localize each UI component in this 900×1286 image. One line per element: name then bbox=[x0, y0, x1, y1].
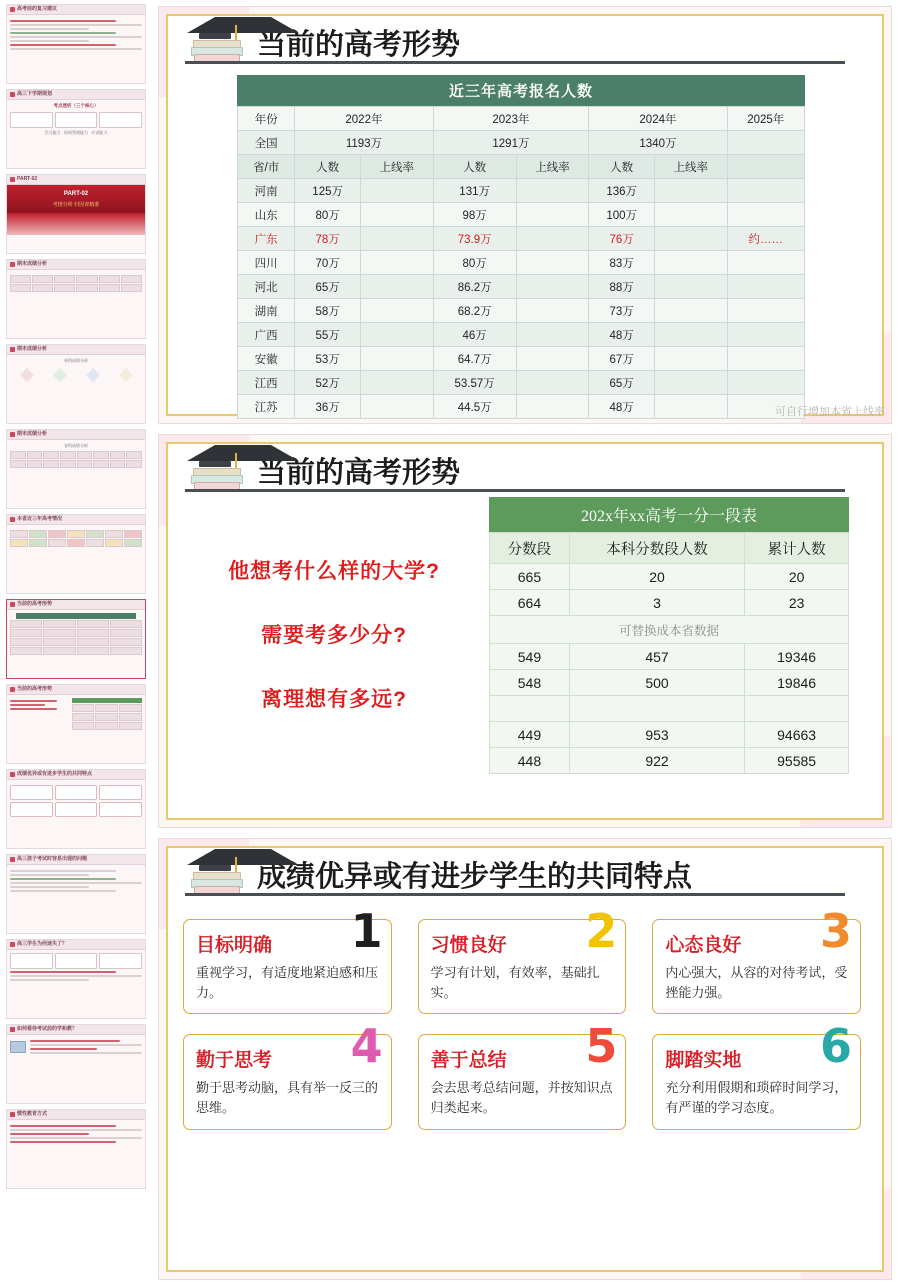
cell: 53万 bbox=[295, 347, 361, 371]
thumbnail-slide-1[interactable] bbox=[6, 4, 146, 84]
thumbnail-title: 高三下学期规划 bbox=[7, 90, 145, 100]
cell bbox=[727, 155, 804, 179]
cell: 448 bbox=[490, 748, 570, 774]
thumbnail-title: 如何看待考试前的学和教？ bbox=[7, 1025, 145, 1035]
table-row bbox=[238, 179, 805, 203]
card-heading: 脚踏实地 bbox=[665, 1050, 742, 1072]
cell: 广东 bbox=[238, 227, 295, 251]
cell bbox=[727, 131, 804, 155]
card-text: 内心强大，从容的对待考试，受挫能力强。 bbox=[665, 965, 848, 1001]
thumbnail-caption: 学习能力 时间管理能力 应试能力 bbox=[44, 129, 108, 135]
cell: 人数 bbox=[589, 155, 655, 179]
slide-score-segment-table[interactable] bbox=[158, 434, 892, 828]
cell: 131万 bbox=[433, 179, 516, 203]
thumbnail-slide-4[interactable] bbox=[6, 259, 146, 339]
cell: 上线率 bbox=[360, 155, 433, 179]
card-text: 充分利用假期和琐碎时间学习，有严谨的学习态度。 bbox=[665, 1080, 848, 1116]
thumbnail-slide-8[interactable] bbox=[6, 599, 146, 679]
table-row bbox=[490, 748, 849, 774]
thumbnail-body: 考点透析（三个核心） 学习能力 时间管理能力 应试能力 bbox=[7, 100, 145, 139]
thumbnail-title: 高三孩子考试时容易出现的问题 bbox=[7, 855, 145, 865]
thumbnail-title: 期末成绩分析 bbox=[7, 260, 145, 270]
cell: 549 bbox=[490, 644, 570, 670]
question-3: 离理想有多远? bbox=[261, 688, 407, 711]
table-caption: 近三年高考报名人数 bbox=[237, 75, 805, 106]
cell: 86.2万 bbox=[433, 275, 516, 299]
title-underline bbox=[185, 893, 845, 896]
cell bbox=[516, 371, 589, 395]
card-number: 3 bbox=[819, 904, 852, 958]
thumbnail-slide-14[interactable] bbox=[6, 1109, 146, 1189]
cell: 年份 bbox=[238, 107, 295, 131]
cell: 省/市 bbox=[238, 155, 295, 179]
cell: 1193万 bbox=[295, 131, 433, 155]
cell: 安徽 bbox=[238, 347, 295, 371]
cell bbox=[516, 203, 589, 227]
column-header: 本科分数段人数 bbox=[569, 533, 744, 564]
card-number: 4 bbox=[350, 1019, 383, 1074]
cell bbox=[516, 347, 589, 371]
thumbnail-title: 当前的高考形势 bbox=[7, 600, 145, 610]
card-number: 5 bbox=[585, 1019, 618, 1074]
slide-header bbox=[185, 847, 692, 893]
cell bbox=[569, 696, 744, 722]
cell bbox=[727, 251, 804, 275]
cell: 广西 bbox=[238, 323, 295, 347]
cell bbox=[654, 395, 727, 419]
thumbnail-slide-10[interactable] bbox=[6, 769, 146, 849]
cell: 548 bbox=[490, 670, 570, 696]
cell: 65万 bbox=[295, 275, 361, 299]
cell bbox=[360, 179, 433, 203]
thumbnail-body bbox=[7, 950, 145, 986]
trait-card bbox=[652, 1019, 861, 1129]
cell: 2025年 bbox=[727, 107, 804, 131]
cell: 80万 bbox=[433, 251, 516, 275]
cell bbox=[516, 323, 589, 347]
cell: 36万 bbox=[295, 395, 361, 419]
cell: 3 bbox=[569, 590, 744, 616]
cell bbox=[360, 371, 433, 395]
cell: 65万 bbox=[589, 371, 655, 395]
card-number: 1 bbox=[350, 904, 383, 958]
table-row bbox=[490, 590, 849, 616]
slide-student-traits[interactable] bbox=[158, 838, 892, 1280]
trait-card bbox=[183, 1019, 392, 1129]
thumbnail-slide-5[interactable] bbox=[6, 344, 146, 424]
cell: 全国 bbox=[238, 131, 295, 155]
cell bbox=[654, 227, 727, 251]
thumbnail-slide-3[interactable] bbox=[6, 174, 146, 254]
table-row bbox=[490, 644, 849, 670]
registration-table-wrapper bbox=[237, 75, 805, 419]
thumbnail-title: 期末成绩分析 bbox=[7, 345, 145, 355]
cell bbox=[654, 203, 727, 227]
cell bbox=[727, 323, 804, 347]
table-row bbox=[238, 323, 805, 347]
slide-title: 当前的高考形势 bbox=[257, 27, 461, 61]
table-row bbox=[238, 371, 805, 395]
card-heading: 勤于思考 bbox=[196, 1050, 273, 1072]
slide-title: 成绩优异或有进步学生的共同特点 bbox=[257, 859, 693, 893]
thumbnail-body bbox=[7, 1035, 145, 1059]
card-text: 学习有计划，有效率，基础扎实。 bbox=[430, 965, 600, 1001]
cell: 河北 bbox=[238, 275, 295, 299]
cell bbox=[745, 696, 849, 722]
trait-card bbox=[652, 904, 861, 1014]
thumbnail-slide-7[interactable] bbox=[6, 514, 146, 594]
cell: 664 bbox=[490, 590, 570, 616]
cell bbox=[360, 227, 433, 251]
cell bbox=[360, 275, 433, 299]
table-row bbox=[238, 275, 805, 299]
thumbnail-body bbox=[7, 780, 145, 820]
table-row-note bbox=[490, 616, 849, 644]
cell: 20 bbox=[569, 564, 744, 590]
slide-title: 当前的高考形势 bbox=[257, 455, 461, 489]
cell bbox=[727, 203, 804, 227]
cell: 78万 bbox=[295, 227, 361, 251]
cell bbox=[654, 323, 727, 347]
cell: 94663 bbox=[745, 722, 849, 748]
thumbnail-body bbox=[7, 525, 145, 550]
cell: 上线率 bbox=[516, 155, 589, 179]
cell: 88万 bbox=[589, 275, 655, 299]
table-row bbox=[238, 299, 805, 323]
cell: 73.9万 bbox=[433, 227, 516, 251]
table-row bbox=[238, 203, 805, 227]
cell: 953 bbox=[569, 722, 744, 748]
cell: 48万 bbox=[589, 395, 655, 419]
table-row bbox=[238, 347, 805, 371]
cell: 500 bbox=[569, 670, 744, 696]
slide-header bbox=[185, 15, 460, 61]
cell bbox=[360, 251, 433, 275]
cell bbox=[654, 371, 727, 395]
thumbnail-title: PART-02 bbox=[7, 175, 145, 185]
thumbnail-title: 惯性教育方式 bbox=[7, 1110, 145, 1120]
cell: 95585 bbox=[745, 748, 849, 774]
thumbnail-slide-13[interactable] bbox=[6, 1024, 146, 1104]
cell: 约…… bbox=[727, 227, 804, 251]
thumbnail-slide-6[interactable] bbox=[6, 429, 146, 509]
table-row bbox=[238, 395, 805, 419]
table-row bbox=[238, 155, 805, 179]
trait-card-grid bbox=[183, 904, 861, 1130]
cell: 53.57万 bbox=[433, 371, 516, 395]
cell: 46万 bbox=[433, 323, 516, 347]
cell: 1291万 bbox=[433, 131, 589, 155]
cell: 河南 bbox=[238, 179, 295, 203]
cell bbox=[516, 227, 589, 251]
graduation-cap-books-icon bbox=[185, 15, 247, 61]
cell: 2024年 bbox=[589, 107, 727, 131]
thumbnail-body bbox=[7, 15, 145, 55]
thumbnail-body bbox=[7, 610, 145, 658]
card-heading: 善于总结 bbox=[430, 1050, 507, 1072]
cell: 73万 bbox=[589, 299, 655, 323]
cell: 23 bbox=[745, 590, 849, 616]
slide-editor-area bbox=[150, 0, 900, 1286]
score-segment-table-wrapper bbox=[489, 497, 849, 774]
cell: 922 bbox=[569, 748, 744, 774]
thumbnail-slide-2[interactable] bbox=[6, 89, 146, 169]
slide-note: 可自行增加本省上线率 bbox=[775, 406, 885, 418]
thumbnail-title: 高三学生为何迷失了？ bbox=[7, 940, 145, 950]
thumbnail-title: 高考前的复习建议 bbox=[7, 5, 145, 15]
cell bbox=[654, 251, 727, 275]
cell bbox=[727, 371, 804, 395]
table-caption: 202x年xx高考一分一段表 bbox=[489, 497, 849, 532]
table-row bbox=[490, 670, 849, 696]
cell bbox=[360, 395, 433, 419]
card-text: 会去思考总结问题，并按知识点归类起来。 bbox=[430, 1080, 613, 1116]
cell: 江西 bbox=[238, 371, 295, 395]
cell: 80万 bbox=[295, 203, 361, 227]
slide-current-gaokao-situation-table[interactable] bbox=[158, 6, 892, 424]
column-header: 累计人数 bbox=[745, 533, 849, 564]
cell bbox=[516, 251, 589, 275]
trait-card bbox=[183, 904, 392, 1014]
cell bbox=[654, 275, 727, 299]
cell: 64.7万 bbox=[433, 347, 516, 371]
cell: 19346 bbox=[745, 644, 849, 670]
card-heading: 心态良好 bbox=[665, 935, 742, 956]
cell bbox=[360, 347, 433, 371]
thumbnail-title: 期末成绩分析 bbox=[7, 430, 145, 440]
table-row bbox=[238, 131, 805, 155]
table-row bbox=[490, 722, 849, 748]
title-underline bbox=[185, 61, 845, 64]
thumbnail-body bbox=[7, 695, 145, 733]
cell: 2023年 bbox=[433, 107, 589, 131]
cell bbox=[516, 395, 589, 419]
table-row bbox=[490, 564, 849, 590]
thumbnail-body bbox=[7, 185, 145, 213]
card-heading: 习惯良好 bbox=[430, 935, 507, 956]
cell bbox=[654, 299, 727, 323]
question-list bbox=[189, 555, 479, 747]
card-text: 勤于思考动脑，具有举一反三的思维。 bbox=[196, 1080, 379, 1116]
cell: 湖南 bbox=[238, 299, 295, 323]
thumbnail-title: 当前的高考形势 bbox=[7, 685, 145, 695]
table-row-highlight bbox=[238, 227, 805, 251]
thumbnail-slide-9[interactable] bbox=[6, 684, 146, 764]
cell: 76万 bbox=[589, 227, 655, 251]
cell bbox=[654, 179, 727, 203]
thumbnail-title: 本省近三年高考情况 bbox=[7, 515, 145, 525]
thumbnail-body bbox=[7, 865, 145, 897]
thumbnail-body: 单科成绩分析 bbox=[7, 355, 145, 383]
score-segment-table bbox=[489, 497, 849, 774]
cell: 人数 bbox=[295, 155, 361, 179]
photo-placeholder bbox=[10, 1041, 26, 1053]
column-header: 分数段 bbox=[490, 533, 570, 564]
graduation-cap-books-icon bbox=[185, 443, 247, 489]
graduation-cap-books-icon bbox=[185, 847, 247, 893]
cell: 125万 bbox=[295, 179, 361, 203]
cell bbox=[516, 299, 589, 323]
cell: 58万 bbox=[295, 299, 361, 323]
table-row bbox=[238, 107, 805, 131]
card-heading: 目标明确 bbox=[196, 935, 273, 956]
cell: 100万 bbox=[589, 203, 655, 227]
cell bbox=[516, 179, 589, 203]
table-row bbox=[238, 251, 805, 275]
trait-card bbox=[418, 1019, 627, 1129]
cell: 人数 bbox=[433, 155, 516, 179]
table-header-row bbox=[490, 533, 849, 564]
cell bbox=[516, 275, 589, 299]
card-text: 重视学习，有适度地紧迫感和压力。 bbox=[196, 965, 379, 1001]
slide-header bbox=[185, 443, 460, 489]
thumbnail-part-label: PART-02 bbox=[63, 191, 89, 197]
cell: 44.5万 bbox=[433, 395, 516, 419]
cell: 83万 bbox=[589, 251, 655, 275]
cell bbox=[654, 347, 727, 371]
question-1: 他想考什么样的大学? bbox=[228, 560, 440, 583]
thumbnail-body bbox=[7, 270, 145, 295]
thumbnail-slide-11[interactable] bbox=[6, 854, 146, 934]
table-row-blank bbox=[490, 696, 849, 722]
cell: 98万 bbox=[433, 203, 516, 227]
cell: 52万 bbox=[295, 371, 361, 395]
cell: 67万 bbox=[589, 347, 655, 371]
cell bbox=[360, 299, 433, 323]
cell: 四川 bbox=[238, 251, 295, 275]
thumbnail-slide-12[interactable] bbox=[6, 939, 146, 1019]
trait-card bbox=[418, 904, 627, 1014]
cell-note: 可替换成本省数据 bbox=[490, 616, 849, 644]
cell: 山东 bbox=[238, 203, 295, 227]
cell: 68.2万 bbox=[433, 299, 516, 323]
cell: 136万 bbox=[589, 179, 655, 203]
cell bbox=[727, 179, 804, 203]
card-number: 2 bbox=[585, 904, 618, 958]
cell bbox=[490, 696, 570, 722]
cell bbox=[727, 299, 804, 323]
cell: 上线率 bbox=[654, 155, 727, 179]
cell bbox=[727, 275, 804, 299]
thumbnail-body: 各科成绩分析 bbox=[7, 440, 145, 471]
cell: 江苏 bbox=[238, 395, 295, 419]
card-number: 6 bbox=[819, 1019, 852, 1074]
slide-thumbnail-rail[interactable] bbox=[0, 0, 150, 1286]
cell: 55万 bbox=[295, 323, 361, 347]
cell: 449 bbox=[490, 722, 570, 748]
cell: 2022年 bbox=[295, 107, 433, 131]
cell bbox=[360, 323, 433, 347]
cell: 70万 bbox=[295, 251, 361, 275]
thumbnail-body bbox=[7, 1120, 145, 1148]
thumbnail-part-sub: 考情分析 归因查精准 bbox=[52, 202, 100, 208]
cell bbox=[727, 347, 804, 371]
cell: 457 bbox=[569, 644, 744, 670]
cell: 665 bbox=[490, 564, 570, 590]
cell: 19846 bbox=[745, 670, 849, 696]
thumbnail-title: 成绩优异或有进步学生的共同特点 bbox=[7, 770, 145, 780]
cell bbox=[360, 203, 433, 227]
cell: 20 bbox=[745, 564, 849, 590]
cell: 1340万 bbox=[589, 131, 727, 155]
title-underline bbox=[185, 489, 845, 492]
registration-table bbox=[237, 75, 805, 419]
question-2: 需要考多少分? bbox=[261, 624, 407, 647]
cell: 48万 bbox=[589, 323, 655, 347]
